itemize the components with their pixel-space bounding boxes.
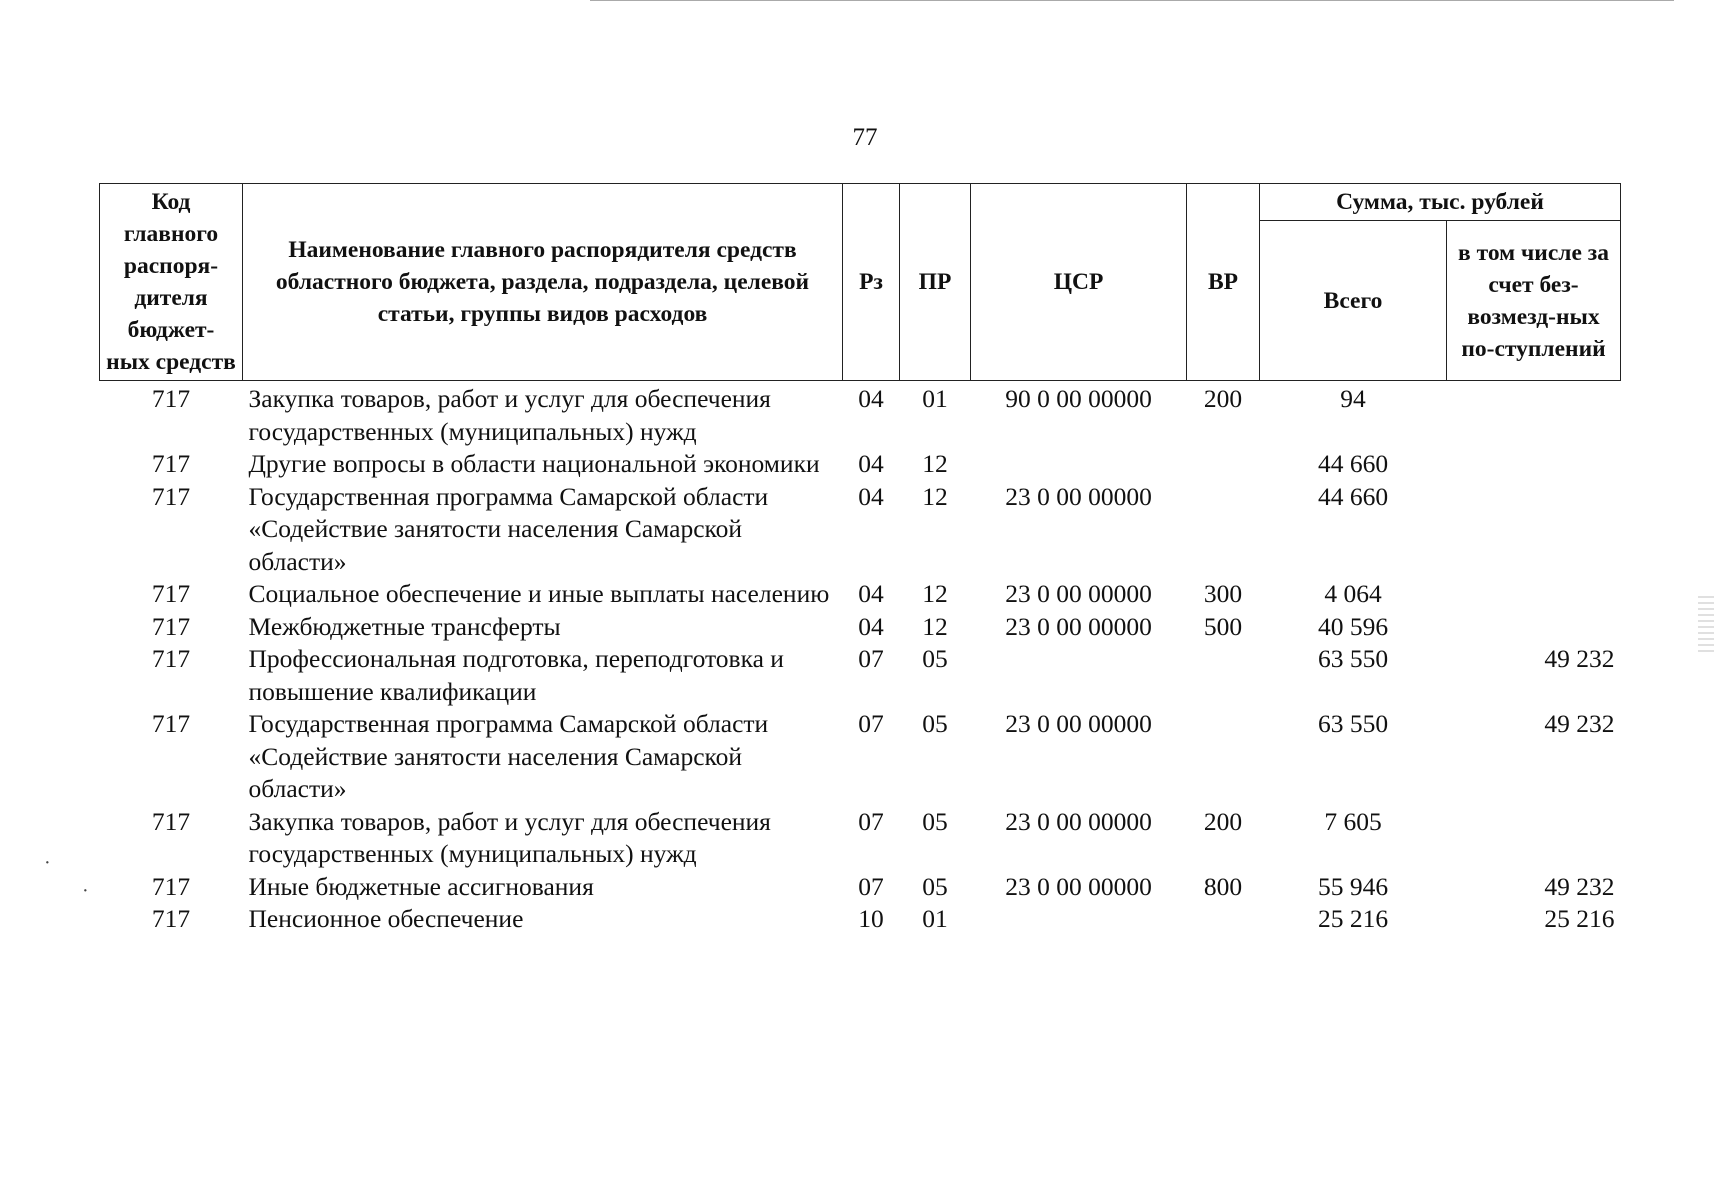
cell-grant: 49 232 (1544, 871, 1615, 901)
cell-pr: 05 (922, 871, 948, 901)
cell-vr (1187, 643, 1260, 708)
cell-total: 40 596 (1317, 611, 1389, 641)
cell-total: 4 064 (1324, 579, 1382, 608)
cell-vr: 300 (1203, 579, 1243, 608)
cell-csr: 23 0 00 00000 (1005, 481, 1152, 511)
cell-grant (1447, 481, 1621, 579)
budget-table (99, 183, 1621, 936)
table-row (100, 481, 1621, 579)
cell-code: 717 (151, 384, 191, 413)
header-pr: ПР (900, 184, 971, 381)
cell-vr: 200 (1203, 384, 1243, 413)
cell-csr: 23 0 00 00000 (1005, 579, 1152, 608)
cell-rz: 10 (858, 904, 884, 933)
header-rz: Рз (843, 184, 900, 381)
header-total: Всего (1260, 221, 1447, 381)
cell-total: 63 550 (1317, 644, 1389, 673)
page-number: 77 (852, 124, 878, 151)
cell-grant (1447, 806, 1621, 871)
header-csr: ЦСР (971, 184, 1187, 381)
cell-rz: 04 (858, 611, 884, 641)
cell-grant: 25 216 (1544, 904, 1615, 933)
header-vr: ВР (1187, 184, 1260, 381)
table-row (100, 806, 1621, 871)
header-name: Наименование главного распорядителя средств областного бюджета, раздела, подраздела, целевой статьи, группы видов расходов (243, 184, 843, 381)
cell-code: 717 (151, 871, 191, 901)
cell-vr (1187, 481, 1260, 579)
top-edge-line (590, 0, 1674, 1)
cell-pr: 05 (922, 644, 948, 673)
cell-total: 44 660 (1317, 449, 1389, 478)
header-sum: Сумма, тыс. рублей (1260, 184, 1621, 221)
cell-name: Пенсионное обеспечение (248, 904, 524, 933)
cell-code: 717 (151, 579, 191, 608)
cell-csr: 23 0 00 00000 (1005, 806, 1152, 836)
cell-pr: 01 (922, 904, 948, 933)
cell-name: Иные бюджетные ассигнования (248, 871, 594, 901)
cell-csr: 23 0 00 00000 (1005, 709, 1152, 738)
cell-name: Закупка товаров, работ и услуг для обеспечения государственных (муниципальных) нужд (248, 806, 771, 868)
cell-total: 25 216 (1317, 904, 1389, 933)
cell-rz: 04 (858, 384, 884, 413)
cell-name: Закупка товаров, работ и услуг для обеспечения государственных (муниципальных) нужд (248, 384, 771, 446)
cell-grant: 49 232 (1544, 709, 1615, 738)
table-row (100, 611, 1621, 644)
cell-code: 717 (151, 644, 191, 673)
cell-code: 717 (151, 449, 191, 478)
cell-rz: 07 (858, 806, 884, 836)
cell-name: Государственная программа Самарской области «Содействие занятости населения Самарской области» (248, 481, 769, 576)
table-row (100, 643, 1621, 708)
cell-csr (971, 903, 1187, 936)
cell-pr: 01 (922, 384, 948, 413)
cell-csr: 23 0 00 00000 (1005, 871, 1152, 901)
cell-rz: 04 (858, 579, 884, 608)
header-code: Код главного распоря-дителя бюджет-ных средств (100, 184, 243, 381)
cell-pr: 12 (922, 481, 948, 511)
cell-grant (1447, 578, 1621, 611)
cell-vr: 500 (1203, 611, 1243, 641)
cell-vr (1187, 448, 1260, 481)
cell-vr: 800 (1203, 871, 1243, 901)
cell-rz: 04 (858, 481, 884, 511)
cell-total: 44 660 (1317, 481, 1389, 511)
table-row (100, 708, 1621, 806)
cell-vr (1187, 903, 1260, 936)
cell-name: Межбюджетные трансферты (248, 611, 561, 641)
cell-rz: 04 (858, 449, 884, 478)
table-body (100, 381, 1621, 936)
cell-pr: 05 (922, 709, 948, 738)
cell-code: 717 (151, 904, 191, 933)
cell-pr: 12 (922, 611, 948, 641)
cell-total: 94 (1340, 384, 1366, 413)
scan-artifact: · (82, 880, 89, 902)
table-row (100, 448, 1621, 481)
cell-code: 717 (151, 611, 191, 641)
cell-name: Другие вопросы в области национальной экономики (248, 449, 820, 478)
cell-rz: 07 (858, 644, 884, 673)
cell-code: 717 (151, 806, 191, 836)
cell-vr (1187, 708, 1260, 806)
table-row (100, 578, 1621, 611)
cell-rz: 07 (858, 709, 884, 738)
header-grant: в том числе за счет без-возмезд-ных по-ступлений (1447, 221, 1621, 381)
cell-name: Социальное обеспечение и иные выплаты населению (248, 579, 830, 608)
cell-code: 717 (151, 481, 191, 511)
cell-total: 55 946 (1317, 871, 1389, 901)
cell-pr: 12 (922, 579, 948, 608)
cell-pr: 05 (922, 806, 948, 836)
table-row (100, 381, 1621, 449)
cell-grant: 49 232 (1544, 644, 1615, 673)
cell-csr: 23 0 00 00000 (1005, 611, 1152, 641)
cell-vr: 200 (1203, 806, 1243, 836)
table-row (100, 871, 1621, 904)
cell-csr (971, 643, 1187, 708)
cell-grant (1447, 448, 1621, 481)
cell-name: Профессиональная подготовка, переподготовка и повышение квалификации (248, 644, 784, 706)
cell-total: 63 550 (1317, 709, 1389, 738)
table-header (100, 184, 1621, 381)
cell-csr: 90 0 00 00000 (1005, 384, 1152, 413)
cell-grant (1447, 611, 1621, 644)
scan-artifact (1698, 596, 1714, 652)
cell-grant (1447, 381, 1621, 449)
cell-name: Государственная программа Самарской области «Содействие занятости населения Самарской области» (248, 709, 769, 803)
cell-rz: 07 (858, 871, 884, 901)
cell-total: 7 605 (1324, 806, 1382, 836)
cell-pr: 12 (922, 449, 948, 478)
cell-csr (971, 448, 1187, 481)
table-row (100, 903, 1621, 936)
cell-code: 717 (151, 709, 191, 738)
scan-artifact: · (44, 852, 51, 874)
